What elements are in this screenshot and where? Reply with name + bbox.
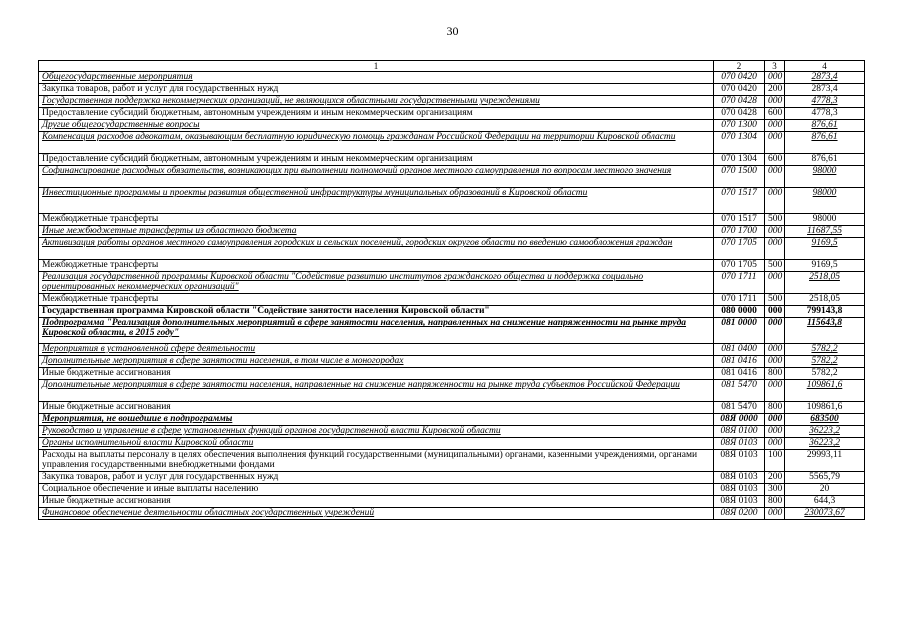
row-name-cell: Мероприятия в установленной сфере деятельности — [39, 344, 714, 356]
row-name-cell: Социальное обеспечение и иные выплаты населению — [39, 484, 714, 496]
row-amount-cell: 230073,67 — [785, 508, 865, 520]
row-name-cell: Мероприятия, не вошедшие в подпрограммы — [39, 414, 714, 426]
row-code-cell: 070 1700 — [714, 226, 765, 238]
row-code-cell: 081 0000 — [714, 318, 765, 344]
row-type-cell: 800 — [765, 402, 785, 414]
table-row — [39, 472, 865, 484]
table-row — [39, 508, 865, 520]
table-row — [39, 294, 865, 306]
column-header-type: 3 — [765, 61, 785, 72]
row-name-cell: Дополнительные мероприятия в сфере занятости населения, направленные на снижение напряженности на рынке труда субъектов Российской Федерации — [39, 380, 714, 402]
row-amount-cell: 11687,55 — [785, 226, 865, 238]
row-code-cell: 070 1304 — [714, 132, 765, 154]
table-row — [39, 426, 865, 438]
row-code-cell: 08Я 0200 — [714, 508, 765, 520]
row-code-cell: 070 1300 — [714, 120, 765, 132]
row-code-cell: 081 5470 — [714, 402, 765, 414]
row-name-cell: Иные бюджетные ассигнования — [39, 402, 714, 414]
row-name-cell: Межбюджетные трансферты — [39, 294, 714, 306]
column-header-amount: 4 — [785, 61, 865, 72]
row-type-cell: 000 — [765, 272, 785, 294]
table-row — [39, 214, 865, 226]
row-amount-cell: 2518,05 — [785, 272, 865, 294]
column-header-name: 1 — [39, 61, 714, 72]
row-name-cell: Межбюджетные трансферты — [39, 260, 714, 272]
table-row — [39, 226, 865, 238]
row-amount-cell: 2518,05 — [785, 294, 865, 306]
row-name-cell: Компенсация расходов адвокатам, оказывающим бесплатную юридическую помощь гражданам Российской Федерации на территории Кировской области — [39, 132, 714, 154]
row-type-cell: 000 — [765, 166, 785, 188]
row-code-cell: 070 0420 — [714, 72, 765, 84]
table-row — [39, 402, 865, 414]
table-row — [39, 368, 865, 380]
row-name-cell: Подпрограмма "Реализация дополнительных мероприятий в сфере занятости населения, направленных на снижение напряженности на рынке труда Кировской области, в 2015 году" — [39, 318, 714, 344]
row-type-cell: 800 — [765, 368, 785, 380]
row-code-cell: 08Я 0103 — [714, 484, 765, 496]
row-amount-cell: 683500 — [785, 414, 865, 426]
row-type-cell: 000 — [765, 226, 785, 238]
row-type-cell: 800 — [765, 496, 785, 508]
row-amount-cell: 799143,8 — [785, 306, 865, 318]
row-amount-cell: 4778,3 — [785, 96, 865, 108]
table-row — [39, 120, 865, 132]
row-name-cell: Государственная поддержка некоммерческих организаций, не являющихся областными государственными учреждениями — [39, 96, 714, 108]
table-row — [39, 484, 865, 496]
row-amount-cell: 29993,11 — [785, 450, 865, 472]
table-row — [39, 272, 865, 294]
table-row — [39, 188, 865, 214]
header-row — [39, 61, 865, 72]
row-amount-cell: 2873,4 — [785, 72, 865, 84]
row-name-cell: Межбюджетные трансферты — [39, 214, 714, 226]
row-amount-cell: 9169,5 — [785, 238, 865, 260]
row-code-cell: 081 0416 — [714, 368, 765, 380]
row-amount-cell: 9169,5 — [785, 260, 865, 272]
row-type-cell: 000 — [765, 238, 785, 260]
row-amount-cell: 5782,2 — [785, 356, 865, 368]
row-type-cell: 100 — [765, 450, 785, 472]
row-type-cell: 000 — [765, 344, 785, 356]
row-amount-cell: 36223,2 — [785, 426, 865, 438]
row-type-cell: 600 — [765, 154, 785, 166]
row-type-cell: 000 — [765, 414, 785, 426]
table-row — [39, 84, 865, 96]
row-amount-cell: 109861,6 — [785, 402, 865, 414]
row-name-cell: Закупка товаров, работ и услуг для государственных нужд — [39, 84, 714, 96]
table-row — [39, 344, 865, 356]
row-amount-cell: 644,3 — [785, 496, 865, 508]
row-code-cell: 070 1304 — [714, 154, 765, 166]
row-type-cell: 200 — [765, 472, 785, 484]
row-amount-cell: 5782,2 — [785, 368, 865, 380]
table-row — [39, 260, 865, 272]
row-name-cell: Предоставление субсидий бюджетным, автономным учреждениям и иным некоммерческим организациям — [39, 154, 714, 166]
row-type-cell: 000 — [765, 306, 785, 318]
row-name-cell: Инвестиционные программы и проекты развития общественной инфраструктуры муниципальных образований в Кировской области — [39, 188, 714, 214]
row-amount-cell: 5565,79 — [785, 472, 865, 484]
column-header-code: 2 — [714, 61, 765, 72]
row-code-cell: 070 0428 — [714, 108, 765, 120]
row-code-cell: 081 0416 — [714, 356, 765, 368]
row-type-cell: 000 — [765, 188, 785, 214]
row-amount-cell: 876,61 — [785, 120, 865, 132]
row-code-cell: 070 1517 — [714, 214, 765, 226]
row-amount-cell: 2873,4 — [785, 84, 865, 96]
row-type-cell: 000 — [765, 380, 785, 402]
row-code-cell: 070 1500 — [714, 166, 765, 188]
row-type-cell: 000 — [765, 96, 785, 108]
table-row — [39, 306, 865, 318]
row-type-cell: 000 — [765, 438, 785, 450]
page-number: 30 — [446, 24, 459, 38]
row-name-cell: Иные бюджетные ассигнования — [39, 368, 714, 380]
row-type-cell: 000 — [765, 426, 785, 438]
row-type-cell: 200 — [765, 84, 785, 96]
row-name-cell: Финансовое обеспечение деятельности областных государственных учреждений — [39, 508, 714, 520]
row-amount-cell: 4778,3 — [785, 108, 865, 120]
row-type-cell: 500 — [765, 260, 785, 272]
row-code-cell: 070 1711 — [714, 272, 765, 294]
row-code-cell: 070 0428 — [714, 96, 765, 108]
row-type-cell: 000 — [765, 120, 785, 132]
table-row — [39, 380, 865, 402]
row-type-cell: 000 — [765, 72, 785, 84]
table-body — [39, 72, 865, 520]
row-amount-cell: 115643,8 — [785, 318, 865, 344]
row-code-cell: 070 1705 — [714, 238, 765, 260]
row-name-cell: Иные бюджетные ассигнования — [39, 496, 714, 508]
row-name-cell: Софинансирование расходных обязательств, возникающих при выполнении полномочий органов местного самоуправления по вопросам местного значения — [39, 166, 714, 188]
row-name-cell: Реализация государственной программы Кировской области "Содействие развитию институтов гражданского общества и поддержка социально ориентированных некоммерческих организаций" — [39, 272, 714, 294]
row-name-cell: Руководство и управление в сфере установленных функций органов государственной власти Кировской области — [39, 426, 714, 438]
row-amount-cell: 876,61 — [785, 132, 865, 154]
row-name-cell: Общегосударственные мероприятия — [39, 72, 714, 84]
row-name-cell: Предоставление субсидий бюджетным, автономным учреждениям и иным некоммерческим организациям — [39, 108, 714, 120]
table-row — [39, 438, 865, 450]
row-type-cell: 000 — [765, 132, 785, 154]
row-code-cell: 070 1517 — [714, 188, 765, 214]
row-amount-cell: 876,61 — [785, 154, 865, 166]
row-code-cell: 080 0000 — [714, 306, 765, 318]
row-code-cell: 081 5470 — [714, 380, 765, 402]
row-amount-cell: 20 — [785, 484, 865, 496]
row-name-cell: Другие общегосударственные вопросы — [39, 120, 714, 132]
row-amount-cell: 98000 — [785, 214, 865, 226]
row-name-cell: Органы исполнительной власти Кировской области — [39, 438, 714, 450]
table-row — [39, 356, 865, 368]
row-amount-cell: 98000 — [785, 166, 865, 188]
row-code-cell: 08Я 0100 — [714, 426, 765, 438]
row-code-cell: 070 1705 — [714, 260, 765, 272]
row-amount-cell: 109861,6 — [785, 380, 865, 402]
row-name-cell: Дополнительные мероприятия в сфере занятости населения, в том числе в моногородах — [39, 356, 714, 368]
row-type-cell: 000 — [765, 356, 785, 368]
row-type-cell: 000 — [765, 318, 785, 344]
table-row — [39, 154, 865, 166]
table-row — [39, 166, 865, 188]
row-name-cell: Закупка товаров, работ и услуг для государственных нужд — [39, 472, 714, 484]
row-amount-cell: 5782,2 — [785, 344, 865, 356]
row-code-cell: 08Я 0103 — [714, 472, 765, 484]
row-name-cell: Государственная программа Кировской области "Содействие занятости населения Кировской области" — [39, 306, 714, 318]
row-code-cell: 070 1711 — [714, 294, 765, 306]
row-amount-cell: 36223,2 — [785, 438, 865, 450]
row-type-cell: 300 — [765, 484, 785, 496]
row-code-cell: 081 0400 — [714, 344, 765, 356]
row-amount-cell: 98000 — [785, 188, 865, 214]
row-type-cell: 600 — [765, 108, 785, 120]
row-code-cell: 08Я 0103 — [714, 438, 765, 450]
row-name-cell: Иные межбюджетные трансферты из областного бюджета — [39, 226, 714, 238]
table-row — [39, 96, 865, 108]
row-code-cell: 08Я 0000 — [714, 414, 765, 426]
table-row — [39, 108, 865, 120]
budget-table — [38, 60, 865, 520]
table-row — [39, 496, 865, 508]
table-row — [39, 238, 865, 260]
row-name-cell: Расходы на выплаты персоналу в целях обеспечения выполнения функций государственными (муниципальными) органами, казенными учреждениями, органами управления государственными внебюджетными фондами — [39, 450, 714, 472]
table-row — [39, 318, 865, 344]
table-row — [39, 132, 865, 154]
row-name-cell: Активизация работы органов местного самоуправления городских и сельских поселений, городских округов области по введению самообложения граждан — [39, 238, 714, 260]
row-type-cell: 000 — [765, 508, 785, 520]
row-code-cell: 08Я 0103 — [714, 450, 765, 472]
table-row — [39, 450, 865, 472]
row-code-cell: 08Я 0103 — [714, 496, 765, 508]
row-code-cell: 070 0420 — [714, 84, 765, 96]
table-row — [39, 72, 865, 84]
row-type-cell: 500 — [765, 294, 785, 306]
table-row — [39, 414, 865, 426]
row-type-cell: 500 — [765, 214, 785, 226]
